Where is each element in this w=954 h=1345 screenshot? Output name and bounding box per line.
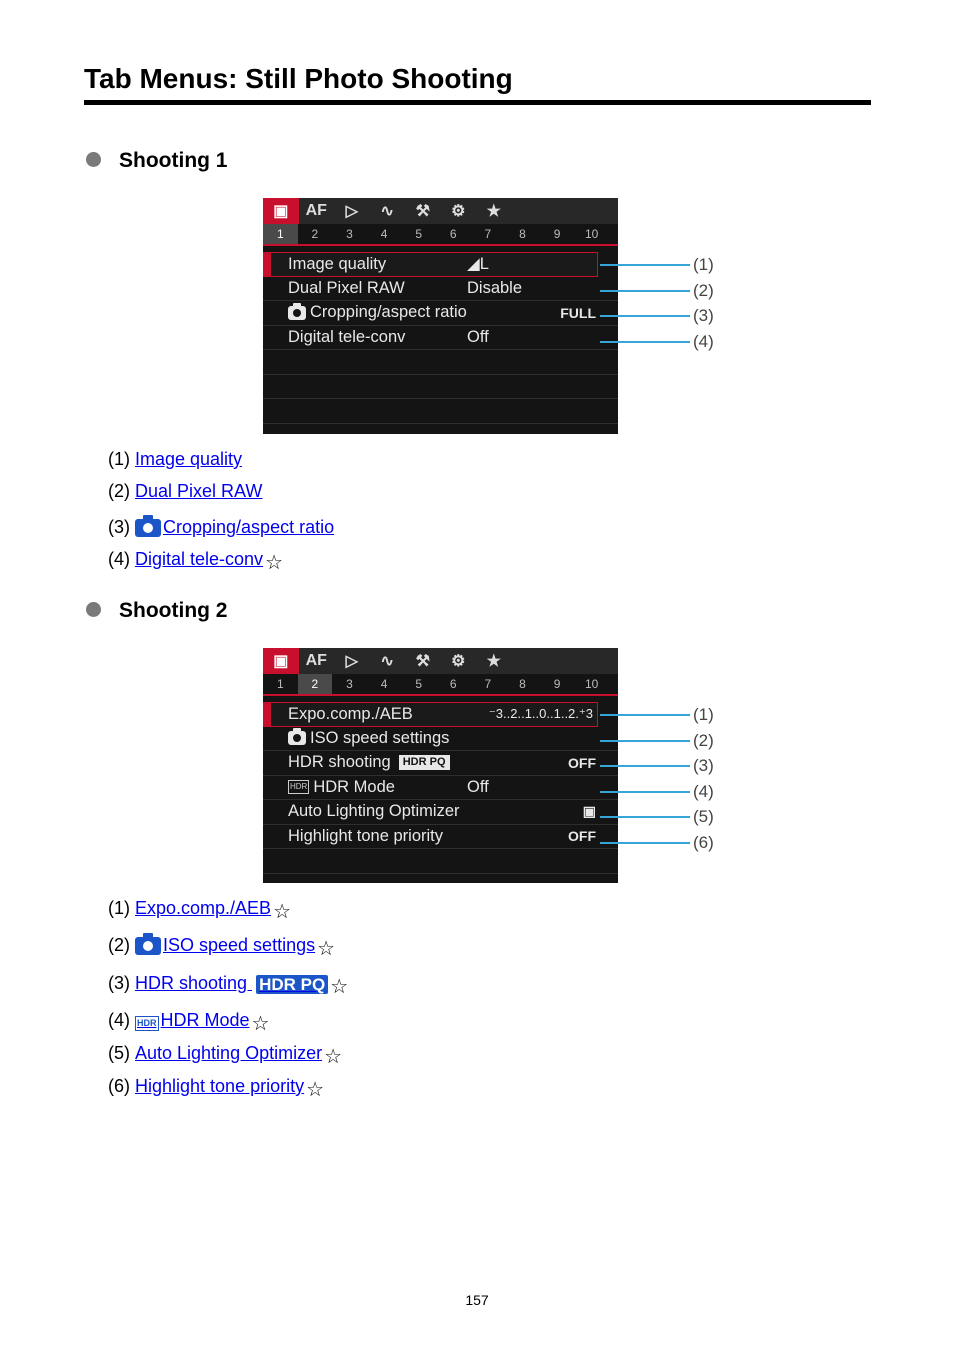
star-icon: ☆ (330, 976, 349, 998)
list-item (108, 1075, 325, 1101)
section-heading-shooting-1 (86, 148, 228, 174)
camera-icon (135, 937, 161, 955)
menu-row-digital-tele-conv (263, 326, 618, 351)
link-text: HDR shooting (135, 973, 253, 993)
page-number-2: 2 (311, 227, 319, 241)
menu-row-label: Highlight tone priority (288, 826, 443, 845)
callout-label: (4) (693, 332, 714, 351)
page-number-5: 5 (415, 227, 423, 241)
bullet-icon (86, 152, 101, 167)
callout-label: (4) (693, 782, 714, 801)
callout-line (600, 714, 690, 716)
hdr-pq-badge: HDR PQ (399, 755, 450, 770)
menu-row-hdr-mode (263, 776, 618, 801)
bullet-icon (86, 602, 101, 617)
menu-row-image-quality (263, 252, 598, 277)
hdr-mode-icon: HDR (135, 1016, 159, 1031)
callout-line (600, 290, 690, 292)
camera-icon: ▣ (263, 198, 299, 224)
link-cropping-aspect-ratio[interactable] (135, 516, 334, 538)
menu-row-label: Digital tele-conv (288, 327, 406, 346)
page-number-1: 1 (276, 677, 284, 691)
menu-row-value: ◢L (467, 255, 489, 274)
menu-row-empty (263, 849, 618, 874)
link-hdr-shooting[interactable] (135, 972, 328, 994)
menu-page-numbers (263, 224, 618, 246)
custom-functions-icon: ⚙ (451, 653, 466, 670)
list-item (108, 1042, 343, 1068)
page-number-3: 3 (346, 227, 353, 241)
menu-row-label: Image quality (288, 254, 387, 273)
menu-row-label: HDR Mode (313, 777, 395, 796)
callout-label: (3) (693, 756, 714, 775)
page-number: 157 (465, 1292, 489, 1308)
link-image-quality[interactable]: Image quality (135, 449, 243, 469)
link-iso-speed-settings[interactable] (135, 934, 315, 956)
wrench-icon: ⚒ (415, 203, 430, 220)
list-index: (4) (108, 549, 130, 569)
camera-icon (288, 731, 306, 745)
list-index: (2) (108, 481, 130, 501)
page-number-4: 4 (380, 677, 388, 691)
star-icon: ☆ (324, 1046, 343, 1068)
link-auto-lighting-optimizer[interactable]: Auto Lighting Optimizer (135, 1043, 323, 1063)
menu-row-value: Disable (467, 278, 523, 297)
callout-line (600, 341, 690, 343)
list-item (108, 972, 349, 998)
link-digital-tele-conv[interactable]: Digital tele-conv (135, 549, 264, 569)
callout-label: (2) (693, 731, 714, 750)
af-icon: AF (305, 652, 327, 669)
list-item (108, 1009, 270, 1035)
menu-page-numbers (263, 674, 618, 696)
menu-row-label: Expo.comp./AEB (288, 704, 413, 723)
page-number-8: 8 (519, 227, 526, 241)
custom-functions-icon: ⚙ (451, 203, 466, 220)
list-item (108, 934, 336, 960)
link-hdr-mode[interactable] (135, 1009, 250, 1031)
menu-tab-bar (263, 198, 618, 224)
star-icon: ☆ (265, 552, 283, 574)
page-number-1: 1 (263, 224, 298, 244)
page-number-8: 8 (519, 677, 526, 691)
callout-label: (3) (693, 306, 714, 325)
page-number-6: 6 (449, 227, 457, 241)
page-number-7: 7 (484, 227, 492, 241)
camera-icon (288, 306, 306, 320)
menu-row-hdr-shooting (263, 751, 618, 776)
page-number-2: 2 (298, 674, 333, 694)
section-heading-text: Shooting 2 (119, 599, 228, 622)
link-expo-comp-aeb[interactable]: Expo.comp./AEB (135, 898, 272, 918)
star-icon: ☆ (251, 1013, 270, 1035)
callout-label: (1) (693, 705, 714, 724)
star-icon: ★ (486, 203, 501, 220)
page-title: Tab Menus: Still Photo Shooting (84, 62, 871, 105)
list-index: (4) (108, 1010, 130, 1030)
star-icon: ☆ (317, 938, 336, 960)
menu-row-value: OFF (568, 828, 596, 845)
callout-line (600, 740, 690, 742)
page-number-6: 6 (449, 677, 457, 691)
list-item (108, 480, 262, 502)
list-index: (1) (108, 449, 130, 469)
link-text: HDR Mode (160, 1010, 250, 1030)
star-icon: ☆ (306, 1079, 325, 1101)
menu-row-iso-speed (263, 727, 618, 752)
page-number-9: 9 (553, 677, 561, 691)
menu-row-expo-comp (263, 702, 598, 727)
callout-line (600, 264, 690, 266)
page-number-7: 7 (484, 677, 492, 691)
callout-label: (5) (693, 807, 714, 826)
menu-row-auto-lighting-optimizer (263, 800, 618, 825)
exposure-scale: ⁻3..2..1..0..1..2.⁺3 (488, 706, 593, 722)
camera-icon: ▣ (263, 648, 299, 674)
star-icon: ★ (486, 653, 501, 670)
list-index: (6) (108, 1076, 130, 1096)
menu-row-dual-pixel-raw (263, 277, 618, 302)
callout-label: (2) (693, 281, 714, 300)
menu-row-empty (263, 375, 618, 400)
list-index: (3) (108, 517, 130, 537)
list-index: (2) (108, 935, 130, 955)
link-highlight-tone-priority[interactable]: Highlight tone priority (135, 1076, 305, 1096)
page-number-10: 10 (584, 227, 599, 241)
menu-row-empty (263, 350, 618, 375)
link-text: Cropping/aspect ratio (163, 517, 335, 537)
callout-line (600, 315, 690, 317)
hdr-mode-icon: HDR (288, 780, 309, 794)
section-heading-shooting-2 (86, 598, 228, 624)
link-text: ISO speed settings (163, 935, 316, 955)
menu-row-label: Dual Pixel RAW (288, 278, 405, 297)
list-item (108, 897, 292, 923)
list-item (108, 448, 242, 470)
menu-row-value: Off (467, 777, 489, 796)
callout-label: (6) (693, 833, 714, 852)
camera-icon (135, 519, 161, 537)
callout-line (600, 842, 690, 844)
callout-line (600, 765, 690, 767)
menu-row-value: OFF (568, 754, 596, 771)
wireless-icon: ∿ (380, 203, 394, 220)
hdr-pq-icon: HDR PQ (256, 975, 328, 994)
menu-screenshot-shooting-2 (263, 648, 618, 883)
page-number-3: 3 (346, 677, 353, 691)
af-icon: AF (305, 202, 327, 219)
menu-row-label: HDR shooting (288, 753, 391, 772)
list-index: (5) (108, 1043, 130, 1063)
playback-icon: ▷ (345, 203, 358, 220)
playback-icon: ▷ (345, 653, 358, 670)
callout-line (600, 816, 690, 818)
link-dual-pixel-raw[interactable]: Dual Pixel RAW (135, 481, 263, 501)
menu-tab-bar (263, 648, 618, 674)
page-number-10: 10 (584, 677, 599, 691)
menu-row-label: ISO speed settings (310, 728, 450, 747)
page-number-5: 5 (415, 677, 423, 691)
auto-lighting-icon: ▣ (582, 803, 596, 820)
menu-row-empty (263, 399, 618, 424)
star-icon: ☆ (273, 901, 292, 923)
menu-row-cropping (263, 301, 618, 326)
page-number-9: 9 (553, 227, 561, 241)
menu-row-label: Auto Lighting Optimizer (288, 802, 460, 821)
callout-line (600, 791, 690, 793)
menu-screenshot-shooting-1 (263, 198, 618, 434)
menu-row-value: Off (467, 327, 489, 346)
menu-row-label: Cropping/aspect ratio (310, 303, 467, 322)
list-index: (3) (108, 973, 130, 993)
callout-label: (1) (693, 255, 714, 274)
menu-row-value: FULL (560, 304, 596, 321)
page-number-4: 4 (380, 227, 388, 241)
menu-row-highlight-tone-priority (263, 825, 618, 850)
list-index: (1) (108, 898, 130, 918)
wrench-icon: ⚒ (415, 653, 430, 670)
list-item (108, 516, 334, 538)
wireless-icon: ∿ (380, 653, 394, 670)
section-heading-text: Shooting 1 (119, 149, 228, 172)
list-item (108, 548, 283, 574)
